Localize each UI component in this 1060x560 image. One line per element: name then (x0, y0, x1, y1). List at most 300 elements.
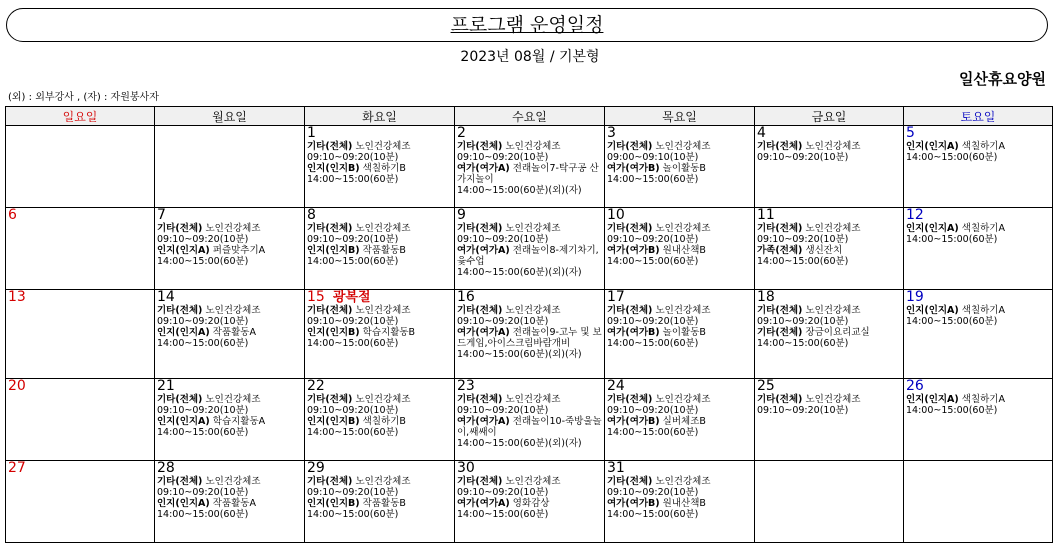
event-name: 노인건강체조 (655, 476, 711, 487)
day-cell (6, 290, 155, 379)
event-entry (757, 141, 901, 163)
day-cell (904, 290, 1053, 379)
event-time: 14:00~15:00(60분)(외)(자) (457, 349, 582, 360)
day-cell (455, 208, 605, 290)
event-name: 노인건강체조 (505, 223, 561, 234)
day-number (607, 208, 752, 223)
event-entry (307, 223, 452, 245)
event-entry (307, 416, 452, 438)
event-entry (757, 245, 901, 267)
event-entry (607, 476, 752, 498)
day-cell (904, 208, 1053, 290)
event-time: 14:00~15:00(60분) (906, 405, 998, 416)
event-time: 14:00~15:00(60분) (157, 338, 249, 349)
event-category: 여가(여가B) (607, 163, 660, 174)
event-entry (607, 394, 752, 416)
day-number-text: 5 (906, 125, 915, 141)
event-entry (757, 394, 901, 416)
event-category: 기타(전체) (457, 223, 503, 234)
event-name: 실버체조B (662, 416, 706, 427)
event-time: 09:10~09:20(10분) (457, 316, 549, 327)
day-number-text: 24 (607, 378, 625, 394)
event-name: 작품활동A (212, 327, 256, 338)
event-time: 14:00~15:00(60분) (906, 152, 998, 163)
week-row (6, 290, 1053, 379)
day-number (157, 461, 302, 476)
event-time: 09:10~09:20(10분) (607, 234, 699, 245)
event-entry (906, 394, 1050, 416)
weekday-header: 월요일 (155, 107, 305, 126)
event-category: 여가(여가A) (457, 245, 510, 256)
day-cell (904, 379, 1053, 461)
calendar-table (5, 106, 1053, 543)
event-entry (757, 305, 901, 327)
event-name: 작품활동B (362, 498, 406, 509)
day-number (157, 208, 302, 223)
event-name: 생신잔치 (805, 245, 843, 256)
event-category: 여가(여가A) (457, 498, 510, 509)
day-number-text: 2 (457, 125, 466, 141)
event-time: 09:10~09:20(10분) (157, 405, 249, 416)
event-time: 14:00~15:00(60분) (307, 256, 399, 267)
event-time: 09:10~09:20(10분) (607, 487, 699, 498)
event-entry (307, 394, 452, 416)
event-entry (906, 305, 1050, 327)
day-cell (755, 461, 904, 543)
event-category: 기타(전체) (457, 476, 503, 487)
event-time: 14:00~15:00(60분)(외)(자) (457, 267, 582, 278)
day-number (757, 208, 901, 223)
event-entry (457, 416, 602, 449)
event-name: 노인건강체조 (805, 141, 861, 152)
event-name: 전래놀이8-제기차기,윷수업 (457, 245, 599, 267)
event-time: 09:10~09:20(10분) (457, 152, 549, 163)
day-number (607, 290, 752, 305)
event-category: 기타(전체) (757, 327, 803, 338)
event-time: 14:00~15:00(60분) (457, 509, 549, 520)
day-number (8, 379, 152, 394)
event-category: 여가(여가A) (457, 327, 510, 338)
event-entry (307, 327, 452, 349)
day-number-text: 11 (757, 207, 775, 223)
day-number-text: 1 (307, 125, 316, 141)
event-name: 노인건강체조 (505, 476, 561, 487)
day-number-text: 13 (8, 289, 26, 305)
event-time: 14:00~15:00(60분) (906, 316, 998, 327)
event-name: 전래놀이9-고누 및 보드게임,아이스크림바람개비 (457, 327, 602, 349)
week-row (6, 461, 1053, 543)
event-category: 여가(여가A) (457, 163, 510, 174)
event-name: 학습지활동B (362, 327, 416, 338)
event-time: 14:00~15:00(60분)(외)(자) (457, 438, 582, 449)
event-time: 14:00~15:00(60분) (307, 509, 399, 520)
day-cell (155, 379, 305, 461)
event-time: 14:00~15:00(60분) (307, 427, 399, 438)
event-time: 09:10~09:20(10분) (757, 152, 849, 163)
day-number (457, 290, 602, 305)
event-time: 09:10~09:20(10분) (757, 234, 849, 245)
event-name: 색칠하기A (961, 394, 1005, 405)
day-cell (155, 461, 305, 543)
day-cell (155, 290, 305, 379)
event-name: 노인건강체조 (655, 141, 711, 152)
day-number-text: 31 (607, 460, 625, 476)
event-entry (157, 305, 302, 327)
event-time: 09:10~09:20(10분) (457, 405, 549, 416)
event-name: 색칠하기A (961, 223, 1005, 234)
page-title: 프로그램 운영일정 (450, 14, 604, 36)
event-category: 기타(전체) (607, 394, 653, 405)
event-entry (157, 327, 302, 349)
event-category: 기타(전체) (157, 476, 203, 487)
event-name: 노인건강체조 (205, 223, 261, 234)
event-category: 가족(전체) (757, 245, 803, 256)
event-entry (607, 141, 752, 163)
event-name: 색칠하기B (362, 163, 406, 174)
event-time: 09:10~09:20(10분) (607, 316, 699, 327)
event-category: 기타(전체) (157, 394, 203, 405)
day-cell (904, 126, 1053, 208)
event-time: 14:00~15:00(60분) (607, 256, 699, 267)
event-name: 퍼즐맞추기A (212, 245, 266, 256)
schedule-subtitle: 2023년 08월 / 기본형 (460, 49, 600, 65)
event-category: 여가(여가B) (607, 416, 660, 427)
day-number (307, 461, 452, 476)
holiday-label: 광복절 (332, 290, 371, 305)
event-time: 09:10~09:20(10분) (307, 316, 399, 327)
event-entry (906, 141, 1050, 163)
day-cell (755, 208, 904, 290)
day-number-text: 12 (906, 207, 924, 223)
day-cell (6, 208, 155, 290)
event-time: 14:00~15:00(60분) (906, 234, 998, 245)
event-name: 노인건강체조 (355, 394, 411, 405)
event-entry (157, 245, 302, 267)
event-time: 09:10~09:20(10분) (157, 234, 249, 245)
day-number-text: 7 (157, 207, 166, 223)
day-number (906, 126, 1050, 141)
event-category: 인지(인지B) (307, 498, 360, 509)
day-number-text: 25 (757, 378, 775, 394)
day-number-text: 8 (307, 207, 316, 223)
event-time: 14:00~15:00(60분) (607, 174, 699, 185)
day-cell (605, 461, 755, 543)
event-entry (757, 223, 901, 245)
event-time: 09:10~09:20(10분) (307, 487, 399, 498)
event-entry (457, 476, 602, 498)
weekday-header-row (6, 107, 1053, 126)
event-entry (607, 163, 752, 185)
day-number (607, 126, 752, 141)
weekday-header: 목요일 (605, 107, 755, 126)
day-cell (455, 379, 605, 461)
event-time: 09:10~09:20(10분) (757, 405, 849, 416)
event-category: 인지(인지B) (307, 163, 360, 174)
event-name: 노인건강체조 (205, 305, 261, 316)
event-entry (607, 305, 752, 327)
day-cell (155, 126, 305, 208)
day-number-text: 19 (906, 289, 924, 305)
day-cell (305, 379, 455, 461)
event-name: 노인건강체조 (655, 223, 711, 234)
day-number (8, 208, 152, 223)
event-category: 기타(전체) (757, 223, 803, 234)
day-cell (755, 379, 904, 461)
event-time: 09:10~09:20(10분) (157, 316, 249, 327)
day-cell (605, 379, 755, 461)
day-cell (605, 208, 755, 290)
event-category: 여가(여가B) (607, 327, 660, 338)
event-category: 인지(인지A) (906, 141, 959, 152)
event-entry (157, 223, 302, 245)
weekday-header: 금요일 (755, 107, 904, 126)
event-entry (607, 498, 752, 520)
day-cell (305, 290, 455, 379)
day-number (906, 379, 1050, 394)
event-category: 기타(전체) (307, 394, 353, 405)
day-number-text: 23 (457, 378, 475, 394)
event-entry (307, 498, 452, 520)
week-row (6, 126, 1053, 208)
event-name: 노인건강체조 (355, 305, 411, 316)
event-name: 노인건강체조 (205, 394, 261, 405)
event-time: 09:10~09:20(10분) (307, 234, 399, 245)
event-name: 노인건강체조 (505, 141, 561, 152)
event-time: 09:10~09:20(10분) (757, 316, 849, 327)
event-category: 인지(인지A) (157, 327, 210, 338)
day-cell (305, 126, 455, 208)
day-cell (305, 208, 455, 290)
event-category: 인지(인지B) (307, 416, 360, 427)
event-time: 14:00~15:00(60분) (607, 338, 699, 349)
event-category: 기타(전체) (307, 305, 353, 316)
day-number (457, 126, 602, 141)
event-category: 기타(전체) (607, 476, 653, 487)
event-name: 색칠하기A (961, 305, 1005, 316)
event-name: 노인건강체조 (355, 476, 411, 487)
day-number-text: 29 (307, 460, 325, 476)
event-category: 기타(전체) (607, 223, 653, 234)
day-number (307, 379, 452, 394)
day-number (307, 208, 452, 223)
event-category: 기타(전체) (157, 305, 203, 316)
day-number (757, 126, 901, 141)
event-time: 09:10~09:20(10분) (457, 487, 549, 498)
day-number (607, 379, 752, 394)
event-entry (457, 498, 602, 520)
event-category: 기타(전체) (757, 141, 803, 152)
day-number (757, 379, 901, 394)
page-title-box (6, 8, 1048, 42)
event-name: 원내산책B (662, 498, 706, 509)
day-number (906, 208, 1050, 223)
event-entry (307, 476, 452, 498)
event-entry (757, 327, 901, 349)
event-name: 노인건강체조 (505, 305, 561, 316)
event-time: 14:00~15:00(60분) (157, 256, 249, 267)
day-number (157, 379, 302, 394)
day-cell (305, 461, 455, 543)
event-entry (457, 245, 602, 278)
day-cell (605, 290, 755, 379)
day-number (307, 126, 452, 141)
event-time: 14:00~15:00(60분) (157, 427, 249, 438)
event-time: 14:00~15:00(60분) (307, 174, 399, 185)
event-category: 기타(전체) (307, 141, 353, 152)
day-cell (455, 290, 605, 379)
week-row (6, 208, 1053, 290)
event-category: 여가(여가A) (457, 416, 510, 427)
event-category: 여가(여가B) (607, 498, 660, 509)
event-name: 색칠하기A (961, 141, 1005, 152)
event-category: 기타(전체) (607, 305, 653, 316)
event-time: 14:00~15:00(60분) (607, 427, 699, 438)
event-name: 색칠하기B (362, 416, 406, 427)
day-number (8, 461, 152, 476)
day-number-text: 10 (607, 207, 625, 223)
facility-name: 일산휴요양원 (959, 70, 1046, 88)
event-name: 노인건강체조 (205, 476, 261, 487)
event-category: 기타(전체) (307, 223, 353, 234)
event-entry (157, 498, 302, 520)
day-number (157, 290, 302, 305)
day-number (8, 290, 152, 305)
day-number-text: 6 (8, 207, 17, 223)
event-name: 놀이활동B (662, 327, 706, 338)
day-number (457, 461, 602, 476)
day-number-text: 14 (157, 289, 175, 305)
event-entry (307, 141, 452, 163)
event-entry (157, 416, 302, 438)
day-number-text: 9 (457, 207, 466, 223)
day-number-text: 15 (307, 289, 325, 305)
event-time: 09:10~09:20(10분) (157, 487, 249, 498)
event-time: 14:00~15:00(60분) (757, 256, 849, 267)
event-entry (307, 163, 452, 185)
event-category: 인지(인지A) (157, 245, 210, 256)
event-name: 노인건강체조 (805, 305, 861, 316)
event-entry (457, 305, 602, 327)
event-entry (157, 394, 302, 416)
event-time: 09:10~09:20(10분) (307, 405, 399, 416)
event-category: 기타(전체) (457, 305, 503, 316)
event-category: 인지(인지B) (307, 327, 360, 338)
event-entry (307, 305, 452, 327)
event-category: 기타(전체) (757, 305, 803, 316)
event-category: 인지(인지A) (906, 394, 959, 405)
day-cell (6, 461, 155, 543)
day-number-text: 21 (157, 378, 175, 394)
event-time: 14:00~15:00(60분) (607, 509, 699, 520)
day-number-text: 18 (757, 289, 775, 305)
day-number (457, 379, 602, 394)
event-name: 원내산책B (662, 245, 706, 256)
legend-note: (외) : 외부강사 , (자) : 자원봉사자 (8, 92, 159, 103)
event-time: 09:00~09:10(10분) (607, 152, 699, 163)
day-cell (6, 379, 155, 461)
day-cell (755, 126, 904, 208)
event-entry (157, 476, 302, 498)
event-category: 기타(전체) (307, 476, 353, 487)
day-number-text: 28 (157, 460, 175, 476)
day-cell (904, 461, 1053, 543)
event-name: 작품활동A (212, 498, 256, 509)
weekday-header: 수요일 (455, 107, 605, 126)
weekday-header: 토요일 (904, 107, 1053, 126)
event-category: 인지(인지A) (157, 416, 210, 427)
event-time: 14:00~15:00(60분) (757, 338, 849, 349)
event-name: 노인건강체조 (805, 223, 861, 234)
event-category: 인지(인지A) (906, 305, 959, 316)
event-category: 인지(인지A) (906, 223, 959, 234)
event-entry (607, 223, 752, 245)
event-entry (457, 141, 602, 163)
day-number (457, 208, 602, 223)
day-cell (755, 290, 904, 379)
event-entry (607, 245, 752, 267)
day-number (757, 290, 901, 305)
event-name: 장금이요리교실 (805, 327, 870, 338)
day-cell (455, 126, 605, 208)
event-time: 09:10~09:20(10분) (607, 405, 699, 416)
event-entry (457, 394, 602, 416)
event-category: 인지(인지B) (307, 245, 360, 256)
event-entry (906, 223, 1050, 245)
day-number (307, 290, 452, 305)
event-time: 14:00~15:00(60분)(외)(자) (457, 185, 582, 196)
day-cell (605, 126, 755, 208)
event-entry (457, 327, 602, 360)
event-name: 노인건강체조 (655, 394, 711, 405)
event-entry (607, 416, 752, 438)
day-number-text: 30 (457, 460, 475, 476)
event-entry (307, 245, 452, 267)
event-name: 전래놀이7-탁구공 산가지놀이 (457, 163, 599, 185)
day-number-text: 3 (607, 125, 616, 141)
event-entry (607, 327, 752, 349)
event-name: 노인건강체조 (355, 141, 411, 152)
week-row (6, 379, 1053, 461)
event-name: 노인건강체조 (355, 223, 411, 234)
weekday-header: 일요일 (6, 107, 155, 126)
event-entry (457, 223, 602, 245)
event-entry (457, 163, 602, 196)
event-name: 노인건강체조 (805, 394, 861, 405)
day-number (607, 461, 752, 476)
event-category: 기타(전체) (457, 394, 503, 405)
weekday-header: 화요일 (305, 107, 455, 126)
event-category: 여가(여가B) (607, 245, 660, 256)
event-name: 전래놀이10-죽방울놀이,쌔쌔이 (457, 416, 602, 438)
day-cell (6, 126, 155, 208)
event-name: 영화감상 (512, 498, 550, 509)
day-number-text: 27 (8, 460, 26, 476)
event-name: 노인건강체조 (505, 394, 561, 405)
event-time: 14:00~15:00(60분) (307, 338, 399, 349)
event-name: 놀이활동B (662, 163, 706, 174)
day-cell (155, 208, 305, 290)
event-time: 09:10~09:20(10분) (307, 152, 399, 163)
event-category: 기타(전체) (157, 223, 203, 234)
event-category: 기타(전체) (757, 394, 803, 405)
event-name: 학습지활동A (212, 416, 266, 427)
event-category: 기타(전체) (457, 141, 503, 152)
day-number (906, 290, 1050, 305)
event-time: 09:10~09:20(10분) (457, 234, 549, 245)
day-number-text: 20 (8, 378, 26, 394)
event-category: 인지(인지A) (157, 498, 210, 509)
event-name: 노인건강체조 (655, 305, 711, 316)
